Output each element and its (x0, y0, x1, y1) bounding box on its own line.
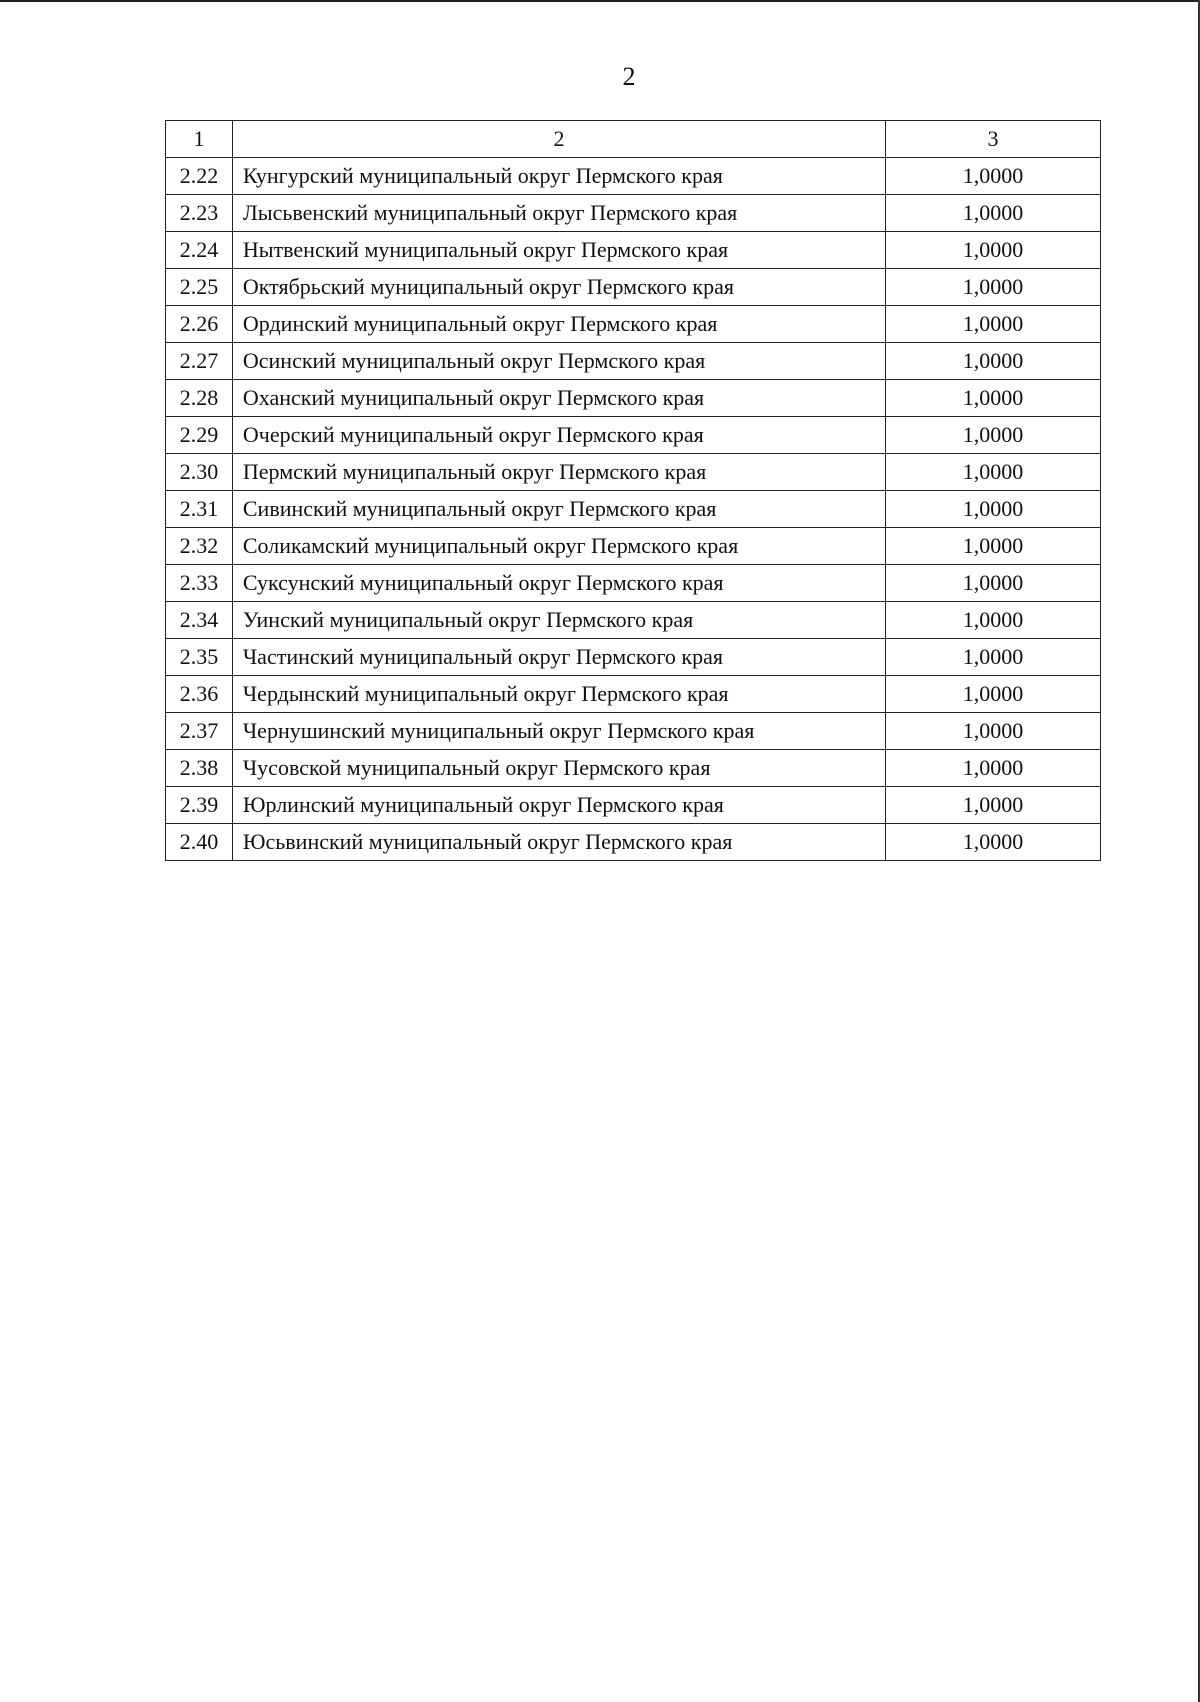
coefficient-value: 1,0000 (886, 750, 1101, 787)
table-row (166, 713, 1101, 750)
row-number: 2.22 (166, 158, 233, 195)
coefficient-value: 1,0000 (886, 343, 1101, 380)
municipality-name: Осинский муниципальный округ Пермского края (232, 343, 885, 380)
table-row (166, 380, 1101, 417)
municipality-name: Юрлинский муниципальный округ Пермского края (232, 787, 885, 824)
table-row (166, 676, 1101, 713)
municipality-name: Кунгурский муниципальный округ Пермского края (232, 158, 885, 195)
row-number: 2.37 (166, 713, 233, 750)
row-number: 2.33 (166, 565, 233, 602)
municipality-name: Сивинский муниципальный округ Пермского края (232, 491, 885, 528)
row-number: 2.39 (166, 787, 233, 824)
row-number: 2.29 (166, 417, 233, 454)
table-row (166, 750, 1101, 787)
header-col-2: 2 (232, 121, 885, 158)
coefficient-value: 1,0000 (886, 713, 1101, 750)
table-row (166, 306, 1101, 343)
row-number: 2.34 (166, 602, 233, 639)
coefficient-value: 1,0000 (886, 417, 1101, 454)
municipality-name: Пермский муниципальный округ Пермского края (232, 454, 885, 491)
coefficient-value: 1,0000 (886, 269, 1101, 306)
row-number: 2.24 (166, 232, 233, 269)
row-number: 2.28 (166, 380, 233, 417)
table-row (166, 491, 1101, 528)
row-number: 2.38 (166, 750, 233, 787)
coefficient-value: 1,0000 (886, 491, 1101, 528)
row-number: 2.32 (166, 528, 233, 565)
coefficient-value: 1,0000 (886, 528, 1101, 565)
coefficient-value: 1,0000 (886, 306, 1101, 343)
municipality-name: Уинский муниципальный округ Пермского края (232, 602, 885, 639)
coefficient-value: 1,0000 (886, 380, 1101, 417)
row-number: 2.35 (166, 639, 233, 676)
row-number: 2.26 (166, 306, 233, 343)
municipality-name: Суксунский муниципальный округ Пермского края (232, 565, 885, 602)
table-header-row (166, 121, 1101, 158)
table-row (166, 824, 1101, 861)
municipality-name: Октябрьский муниципальный округ Пермского края (232, 269, 885, 306)
coefficient-value: 1,0000 (886, 195, 1101, 232)
table-row (166, 417, 1101, 454)
coefficient-value: 1,0000 (886, 824, 1101, 861)
row-number: 2.30 (166, 454, 233, 491)
row-number: 2.27 (166, 343, 233, 380)
coefficients-table (165, 120, 1101, 861)
table-row (166, 602, 1101, 639)
municipality-name: Чердынский муниципальный округ Пермского края (232, 676, 885, 713)
municipality-name: Очерский муниципальный округ Пермского края (232, 417, 885, 454)
header-col-3: 3 (886, 121, 1101, 158)
coefficient-value: 1,0000 (886, 232, 1101, 269)
municipality-name: Юсьвинский муниципальный округ Пермского края (232, 824, 885, 861)
table-row (166, 343, 1101, 380)
coefficient-value: 1,0000 (886, 158, 1101, 195)
row-number: 2.40 (166, 824, 233, 861)
table-row (166, 195, 1101, 232)
table-row (166, 528, 1101, 565)
table-row (166, 639, 1101, 676)
table-row (166, 269, 1101, 306)
coefficient-value: 1,0000 (886, 787, 1101, 824)
municipality-name: Ординский муниципальный округ Пермского края (232, 306, 885, 343)
row-number: 2.25 (166, 269, 233, 306)
table-row (166, 158, 1101, 195)
row-number: 2.31 (166, 491, 233, 528)
municipality-name: Частинский муниципальный округ Пермского края (232, 639, 885, 676)
table-row (166, 454, 1101, 491)
header-col-1: 1 (166, 121, 233, 158)
scan-edge-top (0, 0, 1200, 2)
coefficient-value: 1,0000 (886, 454, 1101, 491)
table-row (166, 232, 1101, 269)
row-number: 2.23 (166, 195, 233, 232)
coefficient-value: 1,0000 (886, 565, 1101, 602)
municipality-name: Чусовской муниципальный округ Пермского края (232, 750, 885, 787)
municipality-name: Нытвенский муниципальный округ Пермского края (232, 232, 885, 269)
coefficient-value: 1,0000 (886, 639, 1101, 676)
coefficient-value: 1,0000 (886, 676, 1101, 713)
coefficient-value: 1,0000 (886, 602, 1101, 639)
municipality-name: Оханский муниципальный округ Пермского края (232, 380, 885, 417)
table-row (166, 565, 1101, 602)
municipality-name: Чернушинский муниципальный округ Пермского края (232, 713, 885, 750)
row-number: 2.36 (166, 676, 233, 713)
municipality-name: Лысьвенский муниципальный округ Пермского края (232, 195, 885, 232)
municipality-name: Соликамский муниципальный округ Пермского края (232, 528, 885, 565)
table-row (166, 787, 1101, 824)
page-number: 2 (622, 62, 636, 91)
